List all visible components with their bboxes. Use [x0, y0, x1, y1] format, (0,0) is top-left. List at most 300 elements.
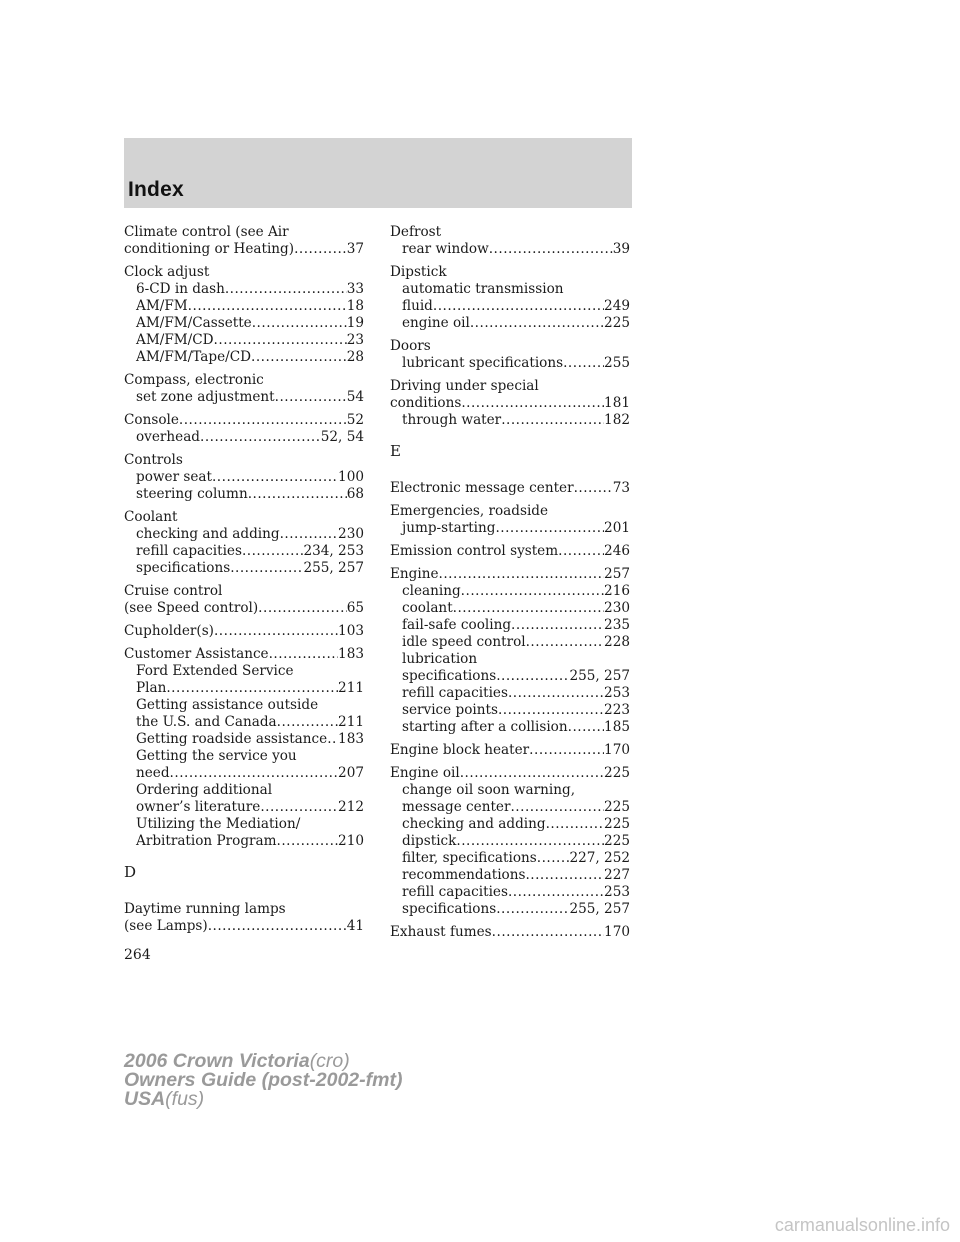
page-reference: 65	[346, 600, 364, 616]
dot-leader	[558, 543, 604, 560]
dot-leader	[294, 241, 347, 258]
dot-leader	[251, 349, 347, 366]
entry-text: steering column	[136, 486, 248, 502]
dot-leader	[260, 799, 338, 816]
index-entry	[124, 224, 364, 258]
page-reference: 230	[604, 600, 630, 616]
entry-text: Clock adjust	[124, 264, 210, 280]
page-reference: 41	[346, 918, 364, 934]
page-reference: 181	[604, 395, 630, 411]
entry-text: lubrication	[402, 651, 478, 667]
index-subentry	[124, 526, 364, 543]
index-entry	[390, 924, 630, 941]
dot-leader	[272, 782, 364, 799]
page-reference: 182	[604, 412, 630, 428]
entry-text: Getting roadside assistance	[136, 731, 328, 747]
dot-leader	[495, 520, 604, 537]
page-reference: 28	[346, 349, 364, 365]
dot-leader	[300, 816, 364, 833]
index-subentry	[124, 429, 364, 446]
entry-text: Engine block heater	[390, 742, 530, 758]
entry-text: fail-safe cooling	[402, 617, 512, 633]
entry-text: Climate control (see Air	[124, 224, 289, 240]
dot-leader	[511, 617, 604, 634]
page-reference: 255, 257	[569, 901, 630, 917]
dot-leader	[470, 315, 604, 332]
page-reference: 68	[346, 486, 364, 502]
entry-text: AM/FM	[136, 298, 188, 314]
entry-text: checking and adding	[136, 526, 280, 542]
index-term	[390, 395, 630, 412]
page-reference: 253	[604, 685, 630, 701]
dot-leader	[214, 332, 347, 349]
entry-text: Controls	[124, 452, 183, 468]
dot-leader	[277, 833, 339, 850]
page-reference: 257	[604, 566, 630, 582]
index-subentry	[124, 560, 364, 577]
dot-leader	[209, 264, 364, 281]
dot-leader	[539, 378, 630, 395]
index-term	[124, 509, 364, 526]
index-entry	[124, 646, 364, 850]
dot-leader	[170, 765, 339, 782]
dot-leader	[441, 224, 630, 241]
index-subentry	[390, 685, 630, 702]
entry-text: Defrost	[390, 224, 442, 240]
entry-text: message center	[402, 799, 511, 815]
entry-text: Ordering additional	[136, 782, 273, 798]
page-reference: 227, 252	[569, 850, 630, 866]
dot-leader	[496, 668, 569, 685]
entry-text: fluid	[402, 298, 433, 314]
entry-text: filter, specifications	[402, 850, 537, 866]
entry-text: dipstick	[402, 833, 457, 849]
entry-text: Utilizing the Mediation/	[136, 816, 301, 832]
index-term	[390, 338, 630, 355]
section-letter: E	[390, 442, 401, 460]
page-reference: 52, 54	[320, 429, 364, 445]
entry-text: Dipstick	[390, 264, 447, 280]
dot-leader	[286, 901, 364, 918]
entry-text: Driving under special	[390, 378, 539, 394]
dot-leader	[277, 714, 338, 731]
dot-leader	[242, 543, 304, 560]
entry-text: Getting assistance outside	[136, 697, 319, 713]
page-reference: 211	[338, 680, 364, 696]
watermark[interactable]: carmanualsonline.info	[774, 1215, 950, 1235]
index-term	[124, 623, 364, 640]
dot-leader	[179, 412, 347, 429]
index-subentry	[390, 651, 630, 668]
index-entry	[124, 264, 364, 366]
index-subentry	[390, 583, 630, 600]
entry-text: Cupholder(s)	[124, 623, 214, 639]
dot-leader	[492, 924, 604, 941]
entry-text: checking and adding	[402, 816, 546, 832]
footer-model-code: (cro)	[309, 1050, 350, 1072]
page-reference: 223	[604, 702, 630, 718]
index-term	[124, 646, 364, 663]
index-subentry	[124, 799, 364, 816]
dot-leader	[546, 816, 604, 833]
footer-market-code: (fus)	[165, 1088, 205, 1110]
page-reference: 100	[338, 469, 364, 485]
page-reference: 227	[604, 867, 630, 883]
entry-text: Coolant	[124, 509, 178, 525]
entry-text: Daytime running lamps	[124, 901, 286, 917]
page-reference: 23	[346, 332, 364, 348]
page-reference: 18	[346, 298, 364, 314]
index-entry	[390, 378, 630, 429]
entry-text: service points	[402, 702, 498, 718]
page-reference: 210	[338, 833, 364, 849]
dot-leader	[289, 224, 364, 241]
dot-leader	[461, 583, 604, 600]
index-term	[390, 742, 630, 759]
dot-leader	[222, 583, 364, 600]
entry-text: refill capacities	[402, 884, 508, 900]
page-title: Index	[128, 178, 184, 201]
page-reference: 234, 253	[303, 543, 364, 559]
entry-text: owner’s literature	[136, 799, 261, 815]
dot-leader	[264, 372, 364, 389]
page-reference: 33	[346, 281, 364, 297]
dot-leader	[456, 833, 604, 850]
dot-leader	[525, 867, 604, 884]
index-entry	[390, 264, 630, 332]
dot-leader	[212, 469, 338, 486]
page-reference: 19	[346, 315, 364, 331]
index-subentry	[124, 543, 364, 560]
index-term	[124, 412, 364, 429]
index-subentry	[390, 412, 630, 429]
index-term	[390, 224, 630, 241]
entry-text: cleaning	[402, 583, 461, 599]
index-entry	[390, 566, 630, 736]
entry-text: (see Speed control)	[124, 600, 259, 616]
dot-leader	[461, 395, 604, 412]
page-reference: 255	[604, 355, 630, 371]
dot-leader	[501, 412, 604, 429]
index-entry	[124, 412, 364, 446]
dot-leader	[447, 264, 630, 281]
index-entry	[124, 623, 364, 640]
index-subentry	[124, 833, 364, 850]
index-term	[124, 600, 364, 617]
entry-text: specifications	[402, 901, 497, 917]
page-reference: 54	[346, 389, 364, 405]
entry-text: lubricant specifications	[402, 355, 564, 371]
index-subentry	[390, 634, 630, 651]
index-subentry	[390, 816, 630, 833]
entry-text: 6-CD in dash	[136, 281, 225, 297]
entry-text: Emission control system	[390, 543, 559, 559]
dot-leader	[477, 651, 630, 668]
dot-leader	[460, 765, 604, 782]
page-reference: 170	[604, 924, 630, 940]
page-number: 264	[124, 947, 151, 963]
entry-text: conditions	[390, 395, 462, 411]
dot-leader	[575, 782, 630, 799]
index-entry	[124, 901, 364, 935]
dot-leader	[439, 566, 605, 583]
section-letter: D	[124, 863, 137, 881]
index-entry	[124, 583, 364, 617]
index-entry	[124, 372, 364, 406]
dot-leader	[248, 486, 347, 503]
entry-text: specifications	[402, 668, 497, 684]
dot-leader	[563, 355, 604, 372]
entry-text: the U.S. and Canada	[136, 714, 277, 730]
entry-text: refill capacities	[136, 543, 242, 559]
page-reference: 183	[338, 731, 364, 747]
page-reference: 183	[338, 646, 364, 662]
page-reference: 212	[338, 799, 364, 815]
index-term	[390, 765, 630, 782]
index-subentry	[390, 241, 630, 258]
index-subentry	[124, 697, 364, 714]
page-reference: 253	[604, 884, 630, 900]
dot-leader	[252, 315, 347, 332]
entry-text: power seat	[136, 469, 212, 485]
index-subentry	[124, 680, 364, 697]
page-reference: 52	[346, 412, 364, 428]
page-reference: 230	[338, 526, 364, 542]
index-entry	[390, 480, 630, 497]
index-subentry	[124, 315, 364, 332]
entry-text: (see Lamps)	[124, 918, 208, 934]
dot-leader	[258, 600, 347, 617]
index-subentry	[390, 799, 630, 816]
dot-leader	[177, 509, 364, 526]
index-term	[390, 480, 630, 497]
entry-text: rear window	[402, 241, 489, 257]
entry-text: conditioning or Heating)	[124, 241, 295, 257]
index-term	[390, 543, 630, 560]
page-reference: 170	[604, 742, 630, 758]
page-reference: 246	[604, 543, 630, 559]
dot-leader	[508, 884, 604, 901]
dot-leader	[431, 338, 630, 355]
index-entry	[124, 452, 364, 503]
index-subentry	[124, 663, 364, 680]
entry-text: overhead	[136, 429, 201, 445]
entry-text: refill capacities	[402, 685, 508, 701]
entry-text: Compass, electronic	[124, 372, 264, 388]
index-term	[124, 241, 364, 258]
entry-text: specifications	[136, 560, 231, 576]
page-reference: 225	[604, 765, 630, 781]
index-subentry	[124, 714, 364, 731]
index-term	[124, 583, 364, 600]
dot-leader	[574, 480, 613, 497]
index-subentry	[390, 298, 630, 315]
entry-text: engine oil	[402, 315, 470, 331]
index-subentry	[390, 355, 630, 372]
entry-text: Cruise control	[124, 583, 223, 599]
index-subentry	[390, 281, 630, 298]
index-subentry	[124, 469, 364, 486]
page-reference: 201	[604, 520, 630, 536]
index-subentry	[124, 389, 364, 406]
index-subentry	[390, 782, 630, 799]
entry-text: Emergencies, roadside	[390, 503, 549, 519]
page-reference: 225	[604, 315, 630, 331]
index-subentry	[390, 719, 630, 736]
dot-leader	[548, 503, 630, 520]
dot-leader	[200, 429, 321, 446]
dot-leader	[433, 298, 604, 315]
entry-text: through water	[402, 412, 502, 428]
entry-text: Console	[124, 412, 179, 428]
index-subentry	[124, 281, 364, 298]
dot-leader	[275, 389, 347, 406]
entry-text: Electronic message center	[390, 480, 574, 496]
index-entry	[124, 509, 364, 577]
index-subentry	[390, 315, 630, 332]
index-subentry	[390, 617, 630, 634]
page-reference: 207	[338, 765, 364, 781]
dot-leader	[510, 799, 604, 816]
page-reference: 185	[604, 719, 630, 735]
dot-leader	[489, 241, 613, 258]
index-subentry	[390, 702, 630, 719]
entry-text: recommendations	[402, 867, 526, 883]
entry-text: Customer Assistance	[124, 646, 269, 662]
entry-text: automatic transmission	[402, 281, 564, 297]
dot-leader	[269, 646, 338, 663]
index-term	[124, 452, 364, 469]
page-reference: 103	[338, 623, 364, 639]
dot-leader	[498, 702, 604, 719]
index-subentry	[390, 867, 630, 884]
page-reference: 225	[604, 833, 630, 849]
index-subentry	[124, 731, 364, 748]
dot-leader	[294, 663, 364, 680]
index-term	[390, 924, 630, 941]
index-subentry	[124, 486, 364, 503]
index-term	[124, 372, 364, 389]
entry-text: Doors	[390, 338, 431, 354]
index-subentry	[390, 668, 630, 685]
dot-leader	[537, 850, 570, 867]
dot-leader	[564, 281, 630, 298]
index-term	[124, 918, 364, 935]
entry-text: Arbitration Program	[136, 833, 277, 849]
footer-market: USA	[124, 1088, 166, 1110]
index-term	[390, 264, 630, 281]
page-reference: 73	[612, 480, 630, 496]
index-entry	[390, 765, 630, 918]
index-term	[124, 264, 364, 281]
dot-leader	[297, 748, 364, 765]
dot-leader	[568, 719, 604, 736]
index-subentry	[124, 332, 364, 349]
index-column-right	[390, 224, 630, 947]
index-subentry	[390, 850, 630, 867]
dot-leader	[188, 298, 347, 315]
footer-model: 2006 Crown Victoria	[124, 1050, 310, 1072]
dot-leader	[526, 634, 604, 651]
page-reference: 39	[612, 241, 630, 257]
index-subentry	[390, 884, 630, 901]
page-reference: 255, 257	[303, 560, 364, 576]
dot-leader	[318, 697, 364, 714]
index-term	[390, 566, 630, 583]
dot-leader	[529, 742, 604, 759]
index-column-left	[124, 224, 364, 941]
index-term	[390, 378, 630, 395]
dot-leader	[225, 281, 347, 298]
entry-text: AM/FM/Tape/CD	[136, 349, 251, 365]
entry-text: coolant	[402, 600, 453, 616]
index-entry	[390, 503, 630, 537]
entry-text: starting after a collision	[402, 719, 568, 735]
index-entry	[390, 338, 630, 372]
index-entry	[390, 742, 630, 759]
page-reference: 225	[604, 799, 630, 815]
entry-text: Ford Extended Service	[136, 663, 294, 679]
index-subentry	[124, 816, 364, 833]
entry-text: jump-starting	[402, 520, 496, 536]
index-term	[124, 224, 364, 241]
index-subentry	[390, 520, 630, 537]
entry-text: change oil soon warning,	[402, 782, 576, 798]
dot-leader	[280, 526, 338, 543]
index-subentry	[124, 782, 364, 799]
page-reference: 37	[346, 241, 364, 257]
page-reference: 225	[604, 816, 630, 832]
entry-text: Getting the service you	[136, 748, 297, 764]
entry-text: AM/FM/CD	[136, 332, 214, 348]
dot-leader	[453, 600, 604, 617]
entry-text: idle speed control	[402, 634, 526, 650]
page-reference: 235	[604, 617, 630, 633]
document-footer	[124, 1052, 402, 1109]
header-band	[124, 138, 632, 208]
dot-leader	[230, 560, 303, 577]
page-reference: 255, 257	[569, 668, 630, 684]
entry-text: set zone adjustment	[136, 389, 275, 405]
entry-text: need	[136, 765, 170, 781]
index-subentry	[124, 298, 364, 315]
footer-guide: Owners Guide (post-2002-fmt)	[124, 1069, 403, 1091]
page-reference: 211	[338, 714, 364, 730]
entry-text: AM/FM/Cassette	[136, 315, 252, 331]
entry-text: Engine oil	[390, 765, 460, 781]
dot-leader	[214, 623, 338, 640]
dot-leader	[208, 918, 347, 935]
index-subentry	[390, 901, 630, 918]
entry-text: Plan	[136, 680, 167, 696]
dot-leader	[183, 452, 364, 469]
index-subentry	[124, 349, 364, 366]
entry-text: Engine	[390, 566, 439, 582]
page-reference: 249	[604, 298, 630, 314]
index-term	[390, 503, 630, 520]
index-subentry	[124, 748, 364, 765]
index-term	[124, 901, 364, 918]
entry-text: Exhaust fumes	[390, 924, 492, 940]
dot-leader	[166, 680, 338, 697]
index-subentry	[390, 600, 630, 617]
page-reference: 228	[604, 634, 630, 650]
index-subentry	[390, 833, 630, 850]
dot-leader	[508, 685, 604, 702]
dot-leader	[496, 901, 569, 918]
index-entry	[390, 543, 630, 560]
index-subentry	[124, 765, 364, 782]
